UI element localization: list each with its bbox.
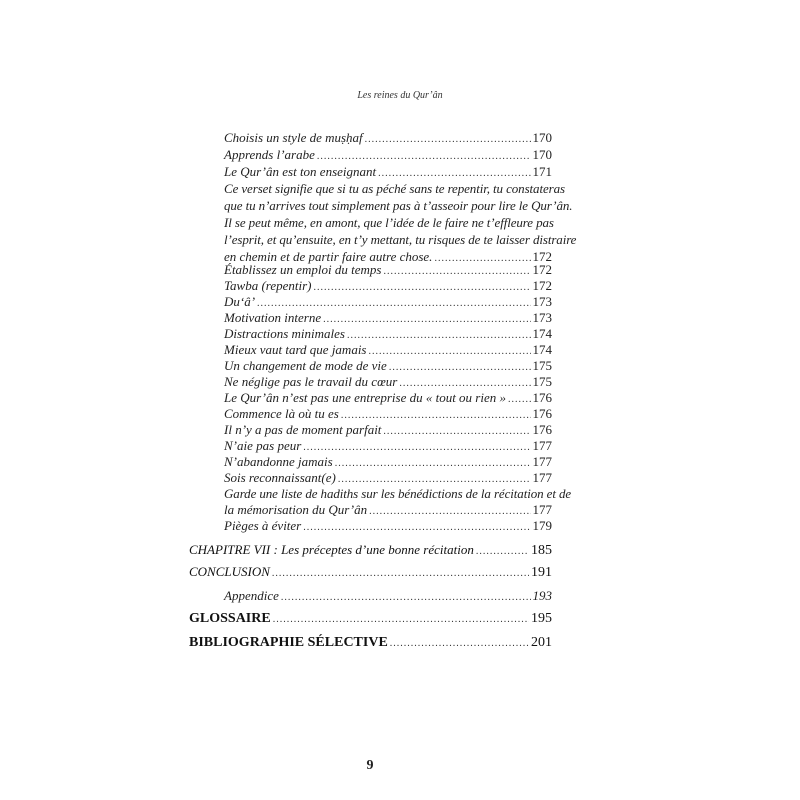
toc-entry xyxy=(224,470,552,487)
dot-leader xyxy=(335,454,531,471)
toc-page-number: 175 xyxy=(532,374,552,389)
dot-leader xyxy=(399,374,530,391)
dot-leader xyxy=(508,390,530,407)
toc-chapter-entry xyxy=(189,564,552,581)
toc-paragraph-line: Ce verset signifie que si tu as péché sans te repentir, tu constateras xyxy=(224,181,565,196)
dot-leader xyxy=(272,565,529,581)
dot-leader xyxy=(383,422,530,439)
toc-entry xyxy=(224,310,552,327)
toc-entry-label: Sois reconnaissant(e) xyxy=(224,470,336,485)
toc-entry-label: Distractions minimales xyxy=(224,326,345,341)
toc-entry-label: Le Qur’ân n’est pas une entreprise du « tout ou rien » xyxy=(224,390,507,405)
dot-leader xyxy=(303,438,530,455)
dot-leader xyxy=(317,147,531,164)
toc-chapter-entry xyxy=(189,542,552,559)
bibliographie-title: BIBLIOGRAPHIE SÉLECTIVE xyxy=(189,635,388,650)
appendice-title: Appendice xyxy=(224,588,279,603)
toc-entry xyxy=(224,390,552,407)
toc-entry xyxy=(224,518,552,535)
chapter-title xyxy=(189,542,474,558)
toc-page-number: 177 xyxy=(532,454,552,469)
toc-entry xyxy=(224,294,552,311)
toc-entry-label: Motivation interne xyxy=(224,310,322,325)
toc-entry-label: Apprends l’arabe xyxy=(224,147,315,162)
toc-page-number: 176 xyxy=(532,406,552,421)
toc-entry-label: Du‘â’ xyxy=(224,294,256,309)
dot-leader xyxy=(303,518,530,535)
dot-leader xyxy=(281,588,531,605)
toc-paragraph-line: Il se peut même, en amont, que l’idée de le faire ne t’effleure pas xyxy=(224,215,554,230)
toc-page-number: 176 xyxy=(532,422,552,437)
dot-leader xyxy=(341,406,531,423)
toc-page-number: 177 xyxy=(532,470,552,485)
toc-entry-label: Établissez un emploi du temps xyxy=(224,262,382,277)
toc-page-number: 176 xyxy=(532,390,552,405)
toc-page-number: 174 xyxy=(532,342,552,357)
toc-entry-label: Choisis un style de muṣḥaf xyxy=(224,130,363,145)
toc-page-number: 179 xyxy=(532,518,552,533)
page-number: 9 xyxy=(366,758,374,773)
toc-page-number: 170 xyxy=(532,147,552,162)
toc-page-number: 193 xyxy=(532,588,552,603)
toc-entry-label: en chemin et de partir faire autre chose. xyxy=(224,249,433,264)
toc-entry xyxy=(224,130,552,147)
toc-entry-label: Tawba (repentir) xyxy=(224,278,312,293)
toc-entry-label: Commence là où tu es xyxy=(224,406,339,421)
dot-leader xyxy=(365,130,531,147)
toc-page-number: 191 xyxy=(531,565,552,580)
dot-leader xyxy=(273,611,529,627)
toc-entry xyxy=(224,262,552,279)
toc-page-number: 172 xyxy=(532,278,552,293)
toc-entry xyxy=(224,147,552,164)
dot-leader xyxy=(314,278,531,295)
toc-paragraph-line: l’esprit, et qu’ensuite, en t’y mettant, tu risques de te laisser distraire xyxy=(224,232,577,247)
dot-leader xyxy=(338,470,531,487)
toc-page-number: 177 xyxy=(532,502,552,517)
toc-page-number: 173 xyxy=(532,294,552,309)
toc-section-entry xyxy=(189,635,552,651)
toc-page-number: 173 xyxy=(532,310,552,325)
dot-leader xyxy=(389,358,531,375)
toc-entry-label: Un changement de mode de vie xyxy=(224,358,387,373)
conclusion-title: CONCLUSION xyxy=(189,564,270,579)
toc-entry-label: Il n’y a pas de moment parfait xyxy=(224,422,382,437)
glossaire-title: GLOSSAIRE xyxy=(189,611,271,626)
toc-entry xyxy=(224,502,552,519)
dot-leader xyxy=(347,326,531,343)
toc-page-number: 177 xyxy=(532,438,552,453)
toc-entry xyxy=(224,278,552,295)
toc-page-number: 195 xyxy=(531,611,552,626)
dot-leader xyxy=(369,342,531,359)
toc-entry xyxy=(224,438,552,455)
toc-entry-label: Le Qur’ân est ton enseignant xyxy=(224,164,377,179)
toc-paragraph-line: Garde une liste de hadiths sur les bénédictions de la récitation et de xyxy=(224,486,572,501)
toc-entry xyxy=(224,406,552,423)
toc-entry-label: Mieux vaut tard que jamais xyxy=(224,342,367,357)
toc-entry-label: la mémorisation du Qur’ân xyxy=(224,502,368,517)
toc-entry xyxy=(224,454,552,471)
toc-page-number: 172 xyxy=(532,249,552,264)
chapter-number: CHAPITRE VII xyxy=(189,542,271,557)
toc-entry xyxy=(224,422,552,439)
toc-entry xyxy=(224,326,552,343)
dot-leader xyxy=(383,262,530,279)
dot-leader xyxy=(369,502,530,519)
chapter-subtitle: : Les préceptes d’une bonne récitation xyxy=(270,542,474,557)
dot-leader xyxy=(390,635,529,651)
toc-page-number: 172 xyxy=(532,262,552,277)
toc-paragraph-line: que tu n’arrives tout simplement pas à t’asseoir pour lire le Qur’ân. xyxy=(224,198,573,213)
running-head: Les reines du Qur’ân xyxy=(357,90,443,101)
dot-leader xyxy=(323,310,530,327)
toc-page-number: 175 xyxy=(532,358,552,373)
toc-entry xyxy=(224,358,552,375)
toc-section-entry xyxy=(189,611,552,627)
toc-page-number: 185 xyxy=(531,543,552,558)
toc-page-number: 171 xyxy=(532,164,552,179)
toc-entry xyxy=(224,164,552,181)
toc-entry xyxy=(224,342,552,359)
dot-leader xyxy=(257,294,530,311)
dot-leader xyxy=(378,164,530,181)
toc-entry xyxy=(224,374,552,391)
toc-page-number: 174 xyxy=(532,326,552,341)
dot-leader xyxy=(476,543,529,559)
toc-page-number: 201 xyxy=(531,635,552,650)
toc-page-number: 170 xyxy=(532,130,552,145)
toc-entry-label: Pièges à éviter xyxy=(224,518,302,533)
toc-entry-label: N’abandonne jamais xyxy=(224,454,333,469)
toc-entry-label: N’aie pas peur xyxy=(224,438,302,453)
toc-entry xyxy=(224,588,552,605)
toc-entry-label: Ne néglige pas le travail du cœur xyxy=(224,374,398,389)
